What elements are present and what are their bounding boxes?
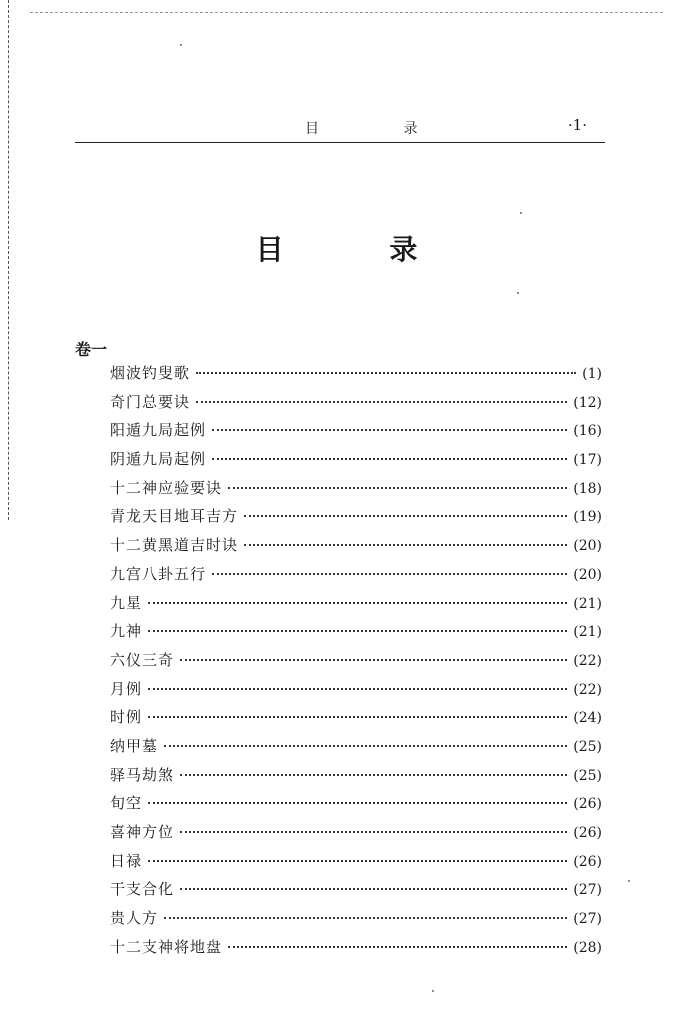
toc-entry-page: (20) — [573, 566, 602, 583]
toc-entry[interactable] — [110, 592, 602, 621]
toc-entry-title: 旬空 — [110, 794, 143, 813]
toc-entry-page: (20) — [573, 538, 602, 555]
toc-entry[interactable] — [110, 936, 602, 965]
toc-entry-title: 日禄 — [110, 851, 143, 870]
toc-entry[interactable] — [110, 735, 602, 764]
toc-entry[interactable] — [110, 477, 602, 506]
toc-entry[interactable] — [110, 821, 602, 850]
dot-leader — [212, 573, 567, 575]
scan-speck — [180, 44, 182, 46]
toc-entry[interactable] — [110, 792, 602, 821]
toc-entry-page: (1) — [582, 366, 602, 382]
toc-entry-page: (24) — [573, 710, 602, 727]
toc-entry[interactable] — [110, 678, 602, 707]
toc-entry-title: 十二神应验要诀 — [110, 478, 223, 497]
dot-leader — [180, 888, 567, 890]
toc-entry-title: 十二支神将地盘 — [110, 937, 223, 956]
toc-entry-title: 贵人方 — [110, 909, 159, 928]
dot-leader — [180, 659, 567, 661]
toc-entry-page: (27) — [573, 882, 602, 899]
dot-leader — [244, 515, 567, 517]
toc-entry-page: (21) — [573, 624, 602, 641]
running-title: 目 录 — [305, 121, 458, 137]
toc-entry-title: 青龙天目地耳吉方 — [110, 507, 239, 526]
toc-entry-page: (26) — [573, 796, 602, 813]
toc-entry[interactable] — [110, 850, 602, 879]
page-title: 目 录 — [255, 233, 466, 266]
dot-leader — [228, 487, 567, 489]
scan-noise — [30, 12, 663, 15]
toc-entry-page: (22) — [573, 681, 602, 698]
toc-entry[interactable] — [110, 649, 602, 678]
dot-leader — [164, 917, 567, 919]
toc-entry[interactable] — [110, 505, 602, 534]
toc-entry-page: (21) — [573, 595, 602, 612]
dot-leader — [148, 802, 567, 804]
toc-entry-page: (17) — [573, 452, 602, 469]
toc-entry[interactable] — [110, 907, 602, 936]
dot-leader — [148, 860, 567, 862]
toc-entry-title: 阳遁九局起例 — [110, 421, 207, 440]
volume-label: 卷一 — [75, 340, 108, 359]
dot-leader — [244, 544, 567, 546]
toc-entry-title: 阴遁九局起例 — [110, 450, 207, 469]
dot-leader — [148, 630, 567, 632]
toc-entry[interactable] — [110, 419, 602, 448]
scan-speck — [517, 292, 519, 294]
scan-speck — [628, 880, 630, 882]
toc-entry[interactable] — [110, 448, 602, 477]
table-of-contents — [110, 362, 602, 964]
toc-entry-page: (19) — [573, 509, 602, 526]
toc-entry[interactable] — [110, 878, 602, 907]
dot-leader — [148, 716, 567, 718]
toc-entry-page: (12) — [573, 394, 602, 411]
toc-entry[interactable] — [110, 563, 602, 592]
toc-entry-title: 十二黄黑道吉时诀 — [110, 536, 239, 555]
scan-speck — [520, 212, 522, 214]
dot-leader — [148, 602, 567, 604]
scan-speck — [432, 990, 434, 992]
dot-leader — [148, 688, 567, 690]
toc-entry-title: 喜神方位 — [110, 823, 175, 841]
toc-entry-title: 干支合化 — [110, 880, 175, 899]
toc-entry-title: 驿马劫煞 — [110, 765, 175, 784]
toc-entry-title: 纳甲墓 — [110, 736, 159, 755]
toc-entry-title: 时例 — [110, 708, 143, 727]
toc-entry[interactable] — [110, 391, 602, 420]
dot-leader — [164, 745, 567, 747]
toc-entry-title: 月例 — [110, 679, 143, 698]
toc-entry-page: (16) — [573, 423, 602, 440]
toc-entry[interactable] — [110, 764, 602, 793]
toc-entry-title: 烟波钓叟歌 — [110, 364, 191, 382]
dot-leader — [196, 372, 576, 374]
dot-leader — [180, 831, 567, 833]
dot-leader — [228, 946, 567, 948]
dot-leader — [212, 458, 567, 460]
toc-entry-page: (25) — [573, 767, 602, 784]
toc-entry-title: 六仪三奇 — [110, 650, 175, 669]
toc-entry-page: (26) — [573, 825, 602, 841]
toc-entry-title: 奇门总要诀 — [110, 392, 191, 411]
page-number: ·1· — [567, 116, 587, 134]
toc-entry-page: (25) — [573, 738, 602, 755]
toc-entry-page: (26) — [573, 853, 602, 870]
toc-entry-title: 九神 — [110, 622, 143, 641]
toc-entry[interactable] — [110, 706, 602, 735]
toc-entry-title: 九宫八卦五行 — [110, 564, 207, 583]
toc-entry-page: (18) — [573, 480, 602, 497]
dot-leader — [180, 774, 567, 776]
toc-entry-page: (22) — [573, 652, 602, 669]
toc-entry-title: 九星 — [110, 593, 143, 612]
toc-entry[interactable] — [110, 534, 602, 563]
toc-entry[interactable] — [110, 620, 602, 649]
toc-entry-page: (27) — [573, 911, 602, 928]
dot-leader — [196, 401, 567, 403]
dot-leader — [212, 429, 567, 431]
toc-entry-page: (28) — [573, 939, 602, 956]
running-header — [75, 108, 605, 143]
toc-entry[interactable] — [110, 362, 602, 391]
